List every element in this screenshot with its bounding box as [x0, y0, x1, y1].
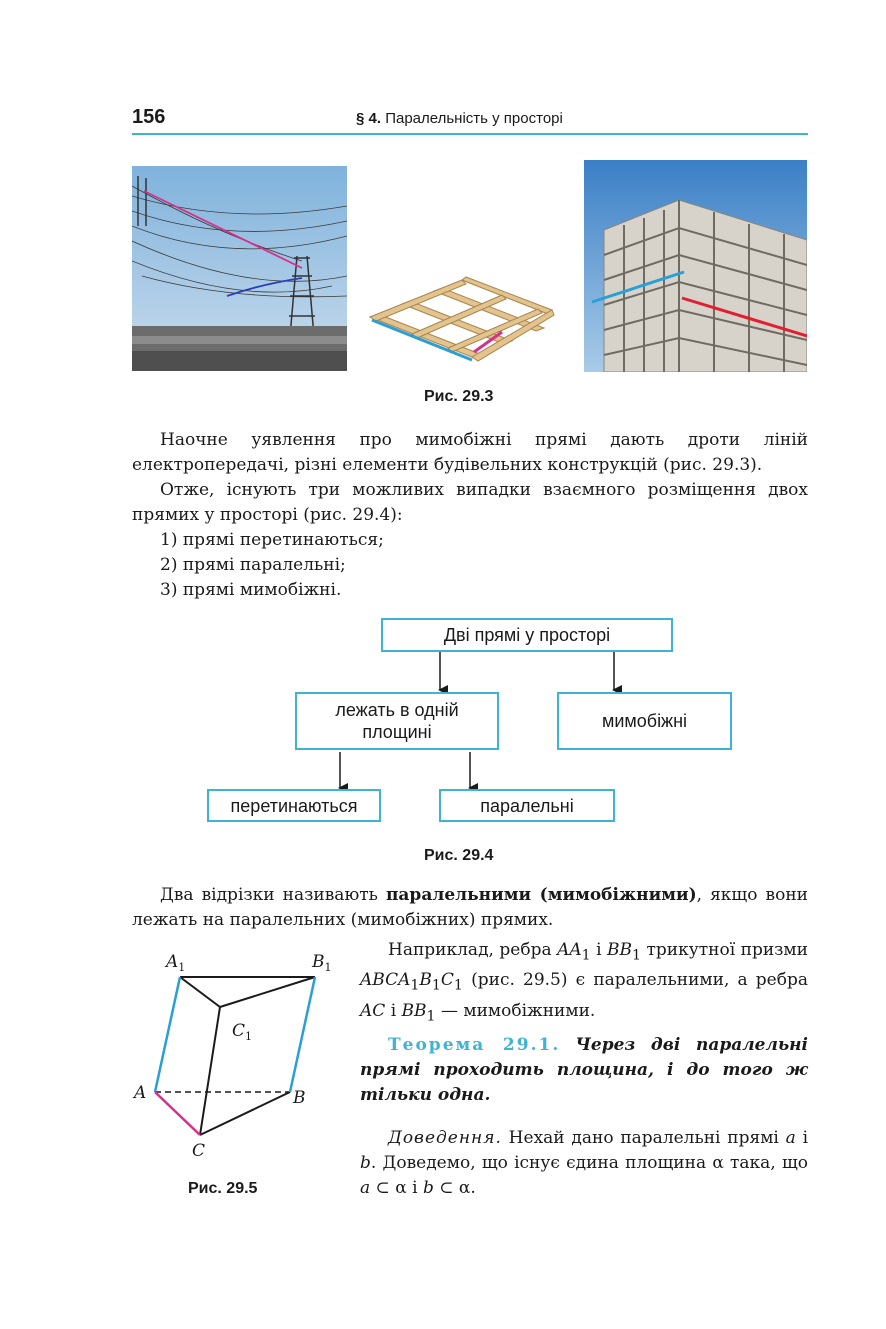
edge-c-b: [200, 1092, 290, 1135]
diagram-skew-box: мимобіжні: [557, 692, 732, 750]
label-a1: $A_1$: [166, 952, 186, 974]
list-item-1: 1) прямі перетинаються;: [160, 530, 384, 550]
label-b: B: [293, 1088, 306, 1108]
edge-a1-c1: [180, 977, 220, 1007]
definition-text-before: Два відрізки називають: [160, 885, 386, 905]
label-c1: $C_1$: [232, 1021, 253, 1043]
prism-figure: [130, 940, 350, 1170]
figure-29-3-caption: Рис. 29.3: [424, 388, 494, 405]
edge-c1-b1: [220, 977, 315, 1007]
diagram-parallel-box: паралельні: [439, 789, 615, 822]
edge-a-c: [155, 1092, 200, 1135]
list-item-3: 3) прямі мимобіжні.: [160, 580, 342, 600]
diagram-root-box: Дві прямі у просторі: [381, 618, 673, 652]
section-title: Паралельність у просторі: [385, 110, 563, 127]
edge-c1-c: [200, 1007, 220, 1135]
theorem-statement: Через дві паралельні прямі проходить площина, і до того ж тільки одна.: [360, 1035, 809, 1105]
label-c: C: [192, 1141, 206, 1161]
intro-paragraph-2: Отже, існують три можливих випадки взаємного розміщення двох прямих у просторі (рис. 29.4):: [132, 480, 808, 525]
figure-29-5-caption: Рис. 29.5: [188, 1180, 258, 1197]
diagram-same-plane-box: лежать в одній площині: [295, 692, 499, 750]
definition-term: паралельними (мимобіжними): [385, 885, 697, 905]
edge-a1-a: [155, 977, 180, 1092]
list-item-2: 2) прямі паралельні;: [160, 555, 346, 575]
intro-paragraph-1: Наочне уявлення про мимобіжні прямі дають дроти ліній електропередачі, різні елементи будівельних конструкцій (рис. 29.3).: [132, 430, 808, 475]
definition-text-after: , якщо вони лежать на паралельних (мимобіжних) прямих.: [132, 885, 808, 930]
page-number: 156: [132, 106, 166, 128]
label-b1: $B_1$: [312, 952, 332, 974]
theorem-29-1: [360, 1033, 808, 1108]
figure-29-4-caption: Рис. 29.4: [424, 847, 494, 864]
definition-paragraph: [132, 883, 808, 933]
proof-label: Доведення.: [388, 1128, 502, 1148]
example-paragraph: Наприклад, ребра $AA_1$ і $BB_1$ трикутної призми $ABCA_1B_1C_1$ (рис. 29.5) є паралельними, а ребра AC і $BB_1$ — мимобіжними.: [360, 940, 808, 1025]
proof-paragraph: Доведення. Нехай дано паралельні прямі a і b. Доведемо, що існує єдина площина α така, що a ⊂ α і b ⊂ α.: [360, 1128, 809, 1198]
edge-b1-b: [290, 977, 315, 1092]
section-number: § 4.: [356, 110, 382, 127]
theorem-label: Теорема 29.1.: [388, 1035, 561, 1055]
label-a: A: [134, 1083, 147, 1103]
diagram-intersect-box: перетинаються: [207, 789, 381, 822]
